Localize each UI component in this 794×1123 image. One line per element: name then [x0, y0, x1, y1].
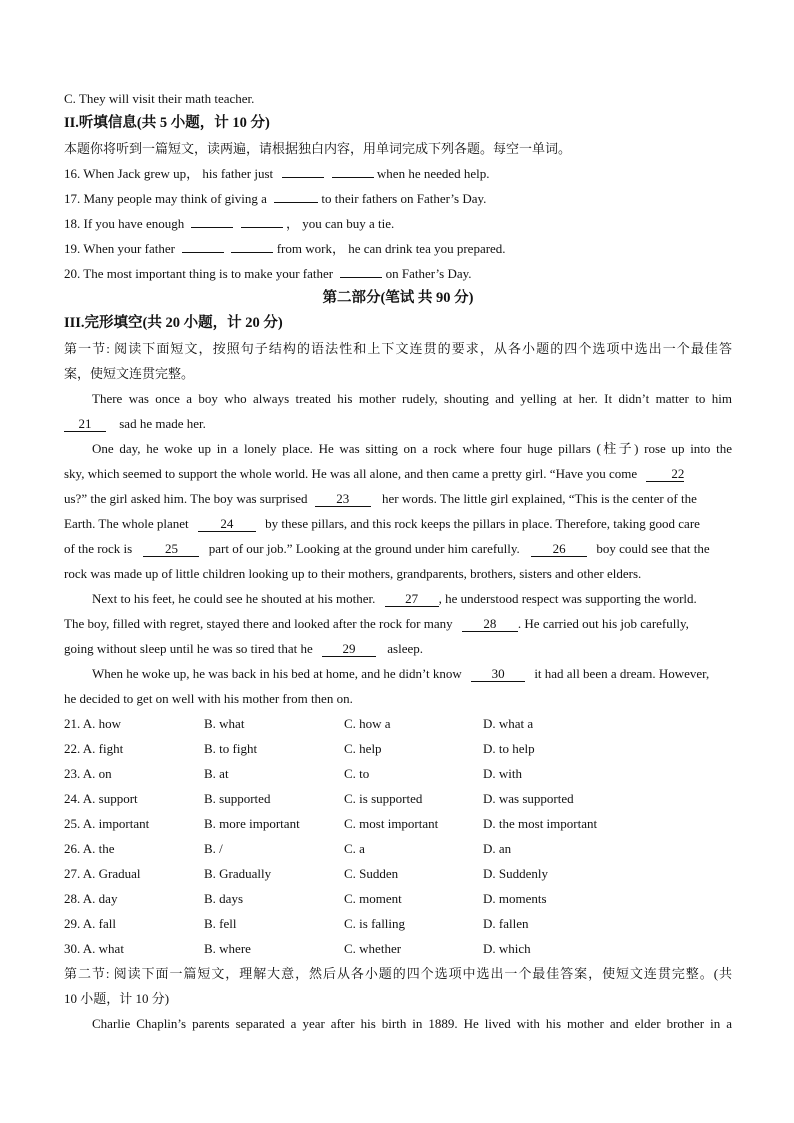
question-16: [64, 161, 732, 186]
option-row: [64, 786, 732, 811]
answer-blank[interactable]: [274, 187, 318, 203]
passage-line: There was once a boy who always treated his mother rudely, shouting and yelling at her. It didn’t matter to him: [92, 391, 732, 406]
section-heading-cloze: III.完形填空(共 20 小题，计 20 分): [64, 315, 283, 331]
option-a[interactable]: 24. A. support: [64, 791, 138, 806]
passage-line: One day, he woke up in a lonely place. He was sitting on a rock where four huge pillars (柱子) rose up into the: [92, 441, 732, 456]
option-c[interactable]: C. a: [344, 841, 365, 856]
option-a[interactable]: 28. A. day: [64, 891, 118, 906]
cloze-blank-21[interactable]: 21: [64, 416, 106, 432]
option-row: [64, 811, 732, 836]
option-d[interactable]: D. with: [483, 766, 522, 781]
option-b[interactable]: B. days: [204, 891, 243, 906]
option-c[interactable]: C. to: [344, 766, 370, 781]
answer-blank[interactable]: [231, 237, 273, 253]
option-c[interactable]: C. how a: [344, 716, 391, 731]
cloze-blank-23[interactable]: 23: [315, 491, 371, 507]
question-20-text: 20. The most important thing is to make your father: [64, 266, 334, 281]
answer-blank[interactable]: [191, 212, 233, 228]
passage-line: rock was made up of little children looking up to their mothers, grandparents, brothers, sisters and other elders.: [64, 566, 642, 581]
option-c[interactable]: C. is supported: [344, 791, 423, 806]
option-b[interactable]: B. where: [204, 941, 251, 956]
option-row: [64, 761, 732, 786]
passage-line: of the rock is 25 part of our job.” Looking at the ground under him carefully. 26 boy could see that the: [64, 541, 710, 556]
option-row: [64, 711, 732, 736]
option-a[interactable]: 29. A. fall: [64, 916, 116, 931]
option-row: [64, 836, 732, 861]
question-19: [64, 236, 732, 261]
cloze-instruction-line1: 第一节: 阅读下面短文，按照句子结构的语法性和上下文连贯的要求，从各小题的四个选项中选出一个最佳答: [64, 341, 732, 356]
cloze-blank-28[interactable]: 28: [462, 616, 518, 632]
answer-blank[interactable]: [282, 162, 324, 178]
option-c[interactable]: C. Sudden: [344, 866, 399, 881]
cloze-blank-27[interactable]: 27: [385, 591, 439, 607]
passage-line: The boy, filled with regret, stayed there and looked after the rock for many 28 . He carried out his job carefully,: [64, 616, 689, 631]
cloze-blank-30[interactable]: 30: [471, 666, 525, 682]
cloze-blank-22[interactable]: 22: [646, 466, 684, 482]
question-18-text: 18. If you have enough: [64, 216, 185, 231]
option-d[interactable]: D. to help: [483, 741, 535, 756]
section2-instruction-line1: 第二节: 阅读下面一篇短文，理解大意，然后从各小题的四个选项中选出一个最佳答案，使短文连贯完整。(共: [64, 966, 732, 981]
option-a[interactable]: 25. A. important: [64, 816, 150, 831]
option-d[interactable]: D. which: [483, 941, 531, 956]
option-c[interactable]: C. most important: [344, 816, 439, 831]
option-d[interactable]: D. fallen: [483, 916, 529, 931]
option-d[interactable]: D. what a: [483, 716, 534, 731]
question-17: [64, 186, 732, 211]
cloze-blank-25[interactable]: 25: [143, 541, 199, 557]
cloze-blank-24[interactable]: 24: [198, 516, 256, 532]
passage-line: he decided to get on well with his mother from then on.: [64, 691, 353, 706]
listening-option-c: C. They will visit their math teacher.: [64, 91, 255, 106]
option-b[interactable]: B. /: [204, 841, 223, 856]
option-d[interactable]: D. was supported: [483, 791, 574, 806]
question-17-tail: to their fathers on Father’s Day.: [321, 191, 487, 206]
option-b[interactable]: B. what: [204, 716, 245, 731]
option-a[interactable]: 23. A. on: [64, 766, 112, 781]
option-row: [64, 911, 732, 936]
cloze-blank-29[interactable]: 29: [322, 641, 376, 657]
option-row: [64, 936, 732, 961]
passage-line: us?” the girl asked him. The boy was surprised 23 her words. The little girl explained, “This is the center of the: [64, 491, 697, 506]
answer-blank[interactable]: [182, 237, 224, 253]
question-18: [64, 211, 732, 236]
part-two-heading: 第二部分(笔试 共 90 分): [322, 290, 474, 306]
option-b[interactable]: B. supported: [204, 791, 271, 806]
option-a[interactable]: 26. A. the: [64, 841, 115, 856]
question-20-tail: on Father’s Day.: [385, 266, 472, 281]
option-b[interactable]: B. to fight: [204, 741, 258, 756]
option-c[interactable]: C. is falling: [344, 916, 406, 931]
answer-blank[interactable]: [241, 212, 283, 228]
question-20: [64, 261, 732, 286]
option-c[interactable]: C. whether: [344, 941, 402, 956]
option-d[interactable]: D. an: [483, 841, 512, 856]
option-a[interactable]: 22. A. fight: [64, 741, 124, 756]
question-16-tail: when he needed help.: [376, 166, 490, 181]
cloze-instruction-line2: 案，使短文连贯完整。: [64, 366, 195, 381]
question-19-text: 19. When your father: [64, 241, 175, 256]
question-18-tail: ， you can buy a tie.: [285, 216, 395, 231]
passage-line: sky, which seemed to support the whole world. He was all alone, and then came a pretty girl. “Have you come 22: [64, 466, 685, 481]
option-b[interactable]: B. more important: [204, 816, 300, 831]
option-b[interactable]: B. fell: [204, 916, 237, 931]
option-d[interactable]: D. moments: [483, 891, 547, 906]
option-a[interactable]: 30. A. what: [64, 941, 124, 956]
option-a[interactable]: 27. A. Gradual: [64, 866, 141, 881]
passage-line: Earth. The whole planet 24 by these pillars, and this rock keeps the pillars in place. Therefore, taking good care: [64, 516, 700, 531]
passage-line: When he woke up, he was back in his bed at home, and he didn’t know 30 it had all been a dream. However,: [92, 666, 710, 681]
section-heading-listening-fill: II.听填信息(共 5 小题，计 10 分): [64, 115, 270, 131]
passage-line: going without sleep until he was so tired that he 29 asleep.: [64, 641, 423, 656]
option-c[interactable]: C. help: [344, 741, 382, 756]
option-row: [64, 736, 732, 761]
section2-instruction-line2: 10 小题，计 10 分): [64, 991, 170, 1006]
option-b[interactable]: B. Gradually: [204, 866, 272, 881]
option-d[interactable]: D. the most important: [483, 816, 598, 831]
option-d[interactable]: D. Suddenly: [483, 866, 548, 881]
option-a[interactable]: 21. A. how: [64, 716, 122, 731]
passage-line: 21 sad he made her.: [64, 411, 732, 436]
cloze-blank-26[interactable]: 26: [531, 541, 587, 557]
question-16-text: 16. When Jack grew up， his father just: [64, 166, 274, 181]
option-b[interactable]: B. at: [204, 766, 229, 781]
option-c[interactable]: C. moment: [344, 891, 402, 906]
passage-line: Charlie Chaplin’s parents separated a year after his birth in 1889. He lived with his mother and elder brother in a: [92, 1016, 732, 1031]
option-row: [64, 886, 732, 911]
answer-blank[interactable]: [332, 162, 374, 178]
listening-instruction: 本题你将听到一篇短文，读两遍，请根据独白内容，用单词完成下列各题。每空一单词。: [64, 141, 572, 156]
option-row: [64, 861, 732, 886]
question-17-text: 17. Many people may think of giving a: [64, 191, 267, 206]
passage-line: Next to his feet, he could see he shouted at his mother. 27 , he understood respect was supporting the world.: [92, 591, 697, 606]
question-19-tail: from work， he can drink tea you prepared.: [276, 241, 506, 256]
answer-options: [64, 711, 732, 961]
answer-blank[interactable]: [340, 262, 382, 278]
exam-page: [64, 86, 732, 1036]
